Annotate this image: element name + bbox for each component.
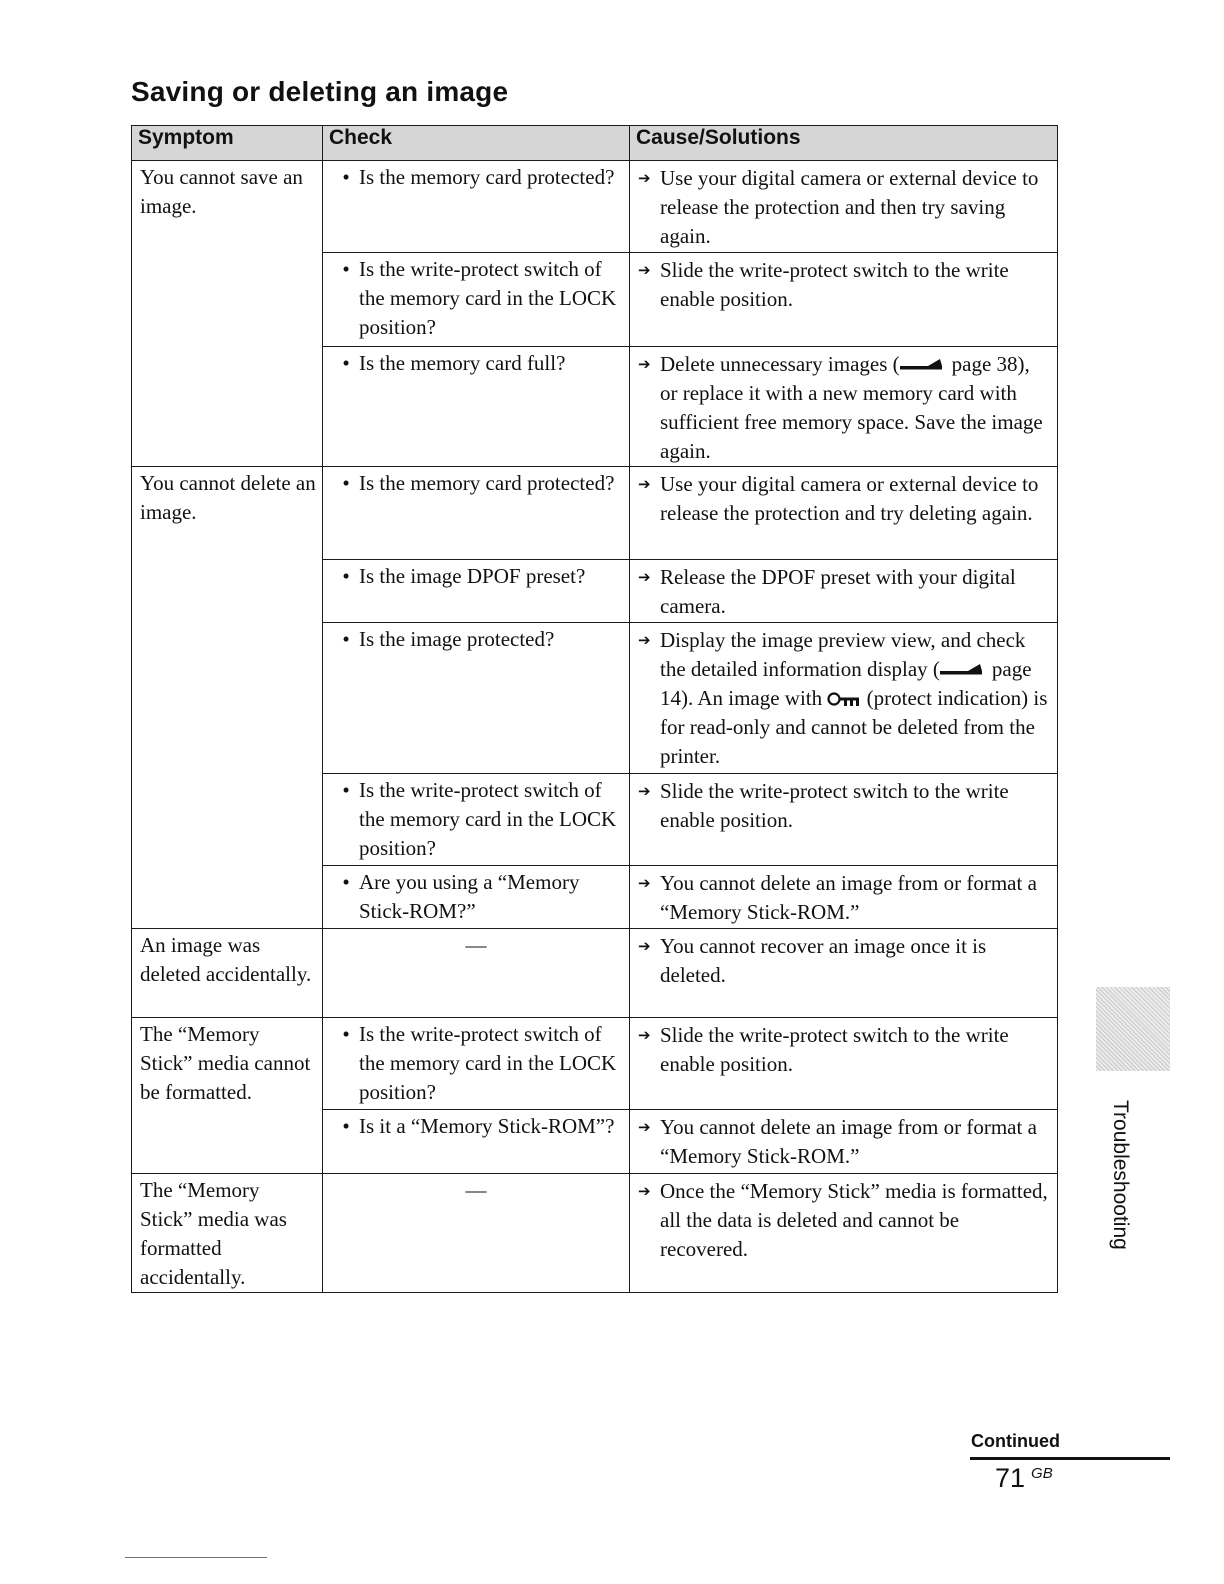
check-text: Is the memory card protected? [359, 471, 615, 495]
troubleshooting-table [131, 125, 1058, 1293]
bullet: • [342, 1114, 350, 1138]
arrow-icon: ➔ [638, 782, 651, 800]
symptom-text: An image was deleted accidentally. [140, 933, 312, 986]
arrow-icon: ➔ [638, 874, 651, 892]
arrow-icon: ➔ [638, 355, 651, 373]
solution-cell [630, 623, 1058, 774]
check-text: Is the memory card full? [359, 351, 566, 375]
solution-text: page 38), or replace it with a new memory card with sufficient free memory space. Save the image again. [660, 352, 1043, 463]
solution-cell [630, 347, 1058, 467]
dash-text: — [465, 933, 487, 957]
check-cell [323, 347, 630, 467]
solution-text: (protect indication) is for read-only and cannot be deleted from the printer. [660, 686, 1048, 768]
check-cell [323, 560, 630, 623]
check-cell [323, 623, 630, 774]
solution-cell [630, 866, 1058, 929]
solution-text: Slide the write-protect switch to the write enable position. [660, 1023, 1009, 1076]
solution-text: Slide the write-protect switch to the write enable position. [660, 258, 1009, 311]
solution-text: page 14). An image with [660, 657, 1032, 710]
continued-label: Continued [971, 1431, 1060, 1451]
bullet: • [342, 627, 350, 651]
symptom-cell [132, 161, 323, 467]
table-row [132, 1174, 1058, 1293]
header-cause-solutions: Cause/Solutions [630, 126, 1058, 161]
arrow-icon: ➔ [638, 1026, 651, 1044]
bullet: • [342, 257, 350, 281]
bullet: • [342, 778, 350, 802]
section-heading: Saving or deleting an image [131, 76, 509, 107]
check-cell [323, 774, 630, 866]
arrow-icon: ➔ [638, 1182, 651, 1200]
solution-text: Once the “Memory Stick” media is formatted, all the data is deleted and cannot be recovered. [660, 1179, 1048, 1261]
solution-cell [630, 1174, 1058, 1293]
page-suffix: GB [1031, 1465, 1053, 1482]
check-cell [323, 467, 630, 560]
check-cell [323, 1018, 630, 1110]
check-cell [323, 1174, 630, 1293]
check-cell [323, 161, 630, 253]
solution-text: Use your digital camera or external device to release the protection and try deleting again. [660, 472, 1039, 525]
check-cell [323, 1110, 630, 1174]
page-number-value: 71 [995, 1463, 1026, 1493]
symptom-cell [132, 929, 323, 1018]
check-cell [323, 253, 630, 347]
check-text: Is the write-protect switch of the memory card in the LOCK position? [359, 778, 617, 860]
side-tab-label: Troubleshooting [1109, 1100, 1132, 1250]
check-text: Is it a “Memory Stick-ROM”? [359, 1114, 615, 1138]
solution-cell [630, 161, 1058, 253]
solution-text: Delete unnecessary images ( [660, 352, 900, 376]
page-reference-icon [900, 357, 952, 373]
symptom-text: You cannot save an image. [140, 165, 303, 218]
check-cell [323, 866, 630, 929]
bottom-divider [125, 1557, 267, 1558]
solution-text: You cannot delete an image from or format a “Memory Stick-ROM.” [660, 871, 1037, 924]
symptom-cell [132, 1018, 323, 1174]
bullet: • [342, 471, 350, 495]
table-row [132, 1018, 1058, 1110]
arrow-icon: ➔ [638, 568, 651, 586]
arrow-icon: ➔ [638, 169, 651, 187]
bullet: • [342, 351, 350, 375]
check-text: Is the memory card protected? [359, 165, 615, 189]
solution-cell [630, 467, 1058, 560]
arrow-icon: ➔ [638, 261, 651, 279]
bullet: • [342, 165, 350, 189]
table-row [132, 467, 1058, 560]
symptom-cell [132, 467, 323, 929]
solution-text: Release the DPOF preset with your digital camera. [660, 565, 1016, 618]
check-text: Is the write-protect switch of the memory card in the LOCK position? [359, 257, 617, 339]
solution-text: You cannot recover an image once it is deleted. [660, 934, 987, 987]
page-reference-icon [940, 662, 992, 678]
solution-cell [630, 774, 1058, 866]
solution-text: Slide the write-protect switch to the write enable position. [660, 779, 1009, 832]
bullet: • [342, 564, 350, 588]
page-number [995, 1463, 1053, 1494]
solution-cell [630, 1110, 1058, 1174]
check-text: Is the image DPOF preset? [359, 564, 586, 588]
solution-text: Use your digital camera or external device to release the protection and then try saving again. [660, 166, 1039, 248]
solution-cell [630, 253, 1058, 347]
check-cell [323, 929, 630, 1018]
table-row [132, 161, 1058, 253]
arrow-icon: ➔ [638, 475, 651, 493]
dash-text: — [465, 1178, 487, 1202]
check-text: Is the write-protect switch of the memory card in the LOCK position? [359, 1022, 617, 1104]
arrow-icon: ➔ [638, 631, 651, 649]
header-symptom: Symptom [132, 126, 323, 161]
header-check: Check [323, 126, 630, 161]
solution-text: Display the image preview view, and check the detailed information display ( [660, 628, 1026, 681]
arrow-icon: ➔ [638, 937, 651, 955]
table-row [132, 929, 1058, 1018]
continued-rule [970, 1457, 1170, 1460]
section-tab-marker [1096, 987, 1170, 1071]
protect-key-icon [827, 689, 861, 709]
solution-text: You cannot delete an image from or format a “Memory Stick-ROM.” [660, 1115, 1037, 1168]
bullet: • [342, 1022, 350, 1046]
symptom-text: You cannot delete an image. [140, 471, 316, 524]
table-header-row [132, 126, 1058, 161]
check-text: Is the image protected? [359, 627, 555, 651]
bullet: • [342, 870, 350, 894]
solution-cell [630, 1018, 1058, 1110]
arrow-icon: ➔ [638, 1118, 651, 1136]
symptom-text: The “Memory Stick” media was formatted accidentally. [140, 1178, 287, 1289]
solution-cell [630, 929, 1058, 1018]
check-text: Are you using a “Memory Stick-ROM?” [359, 870, 580, 923]
symptom-cell [132, 1174, 323, 1293]
solution-cell [630, 560, 1058, 623]
symptom-text: The “Memory Stick” media cannot be formatted. [140, 1022, 311, 1104]
